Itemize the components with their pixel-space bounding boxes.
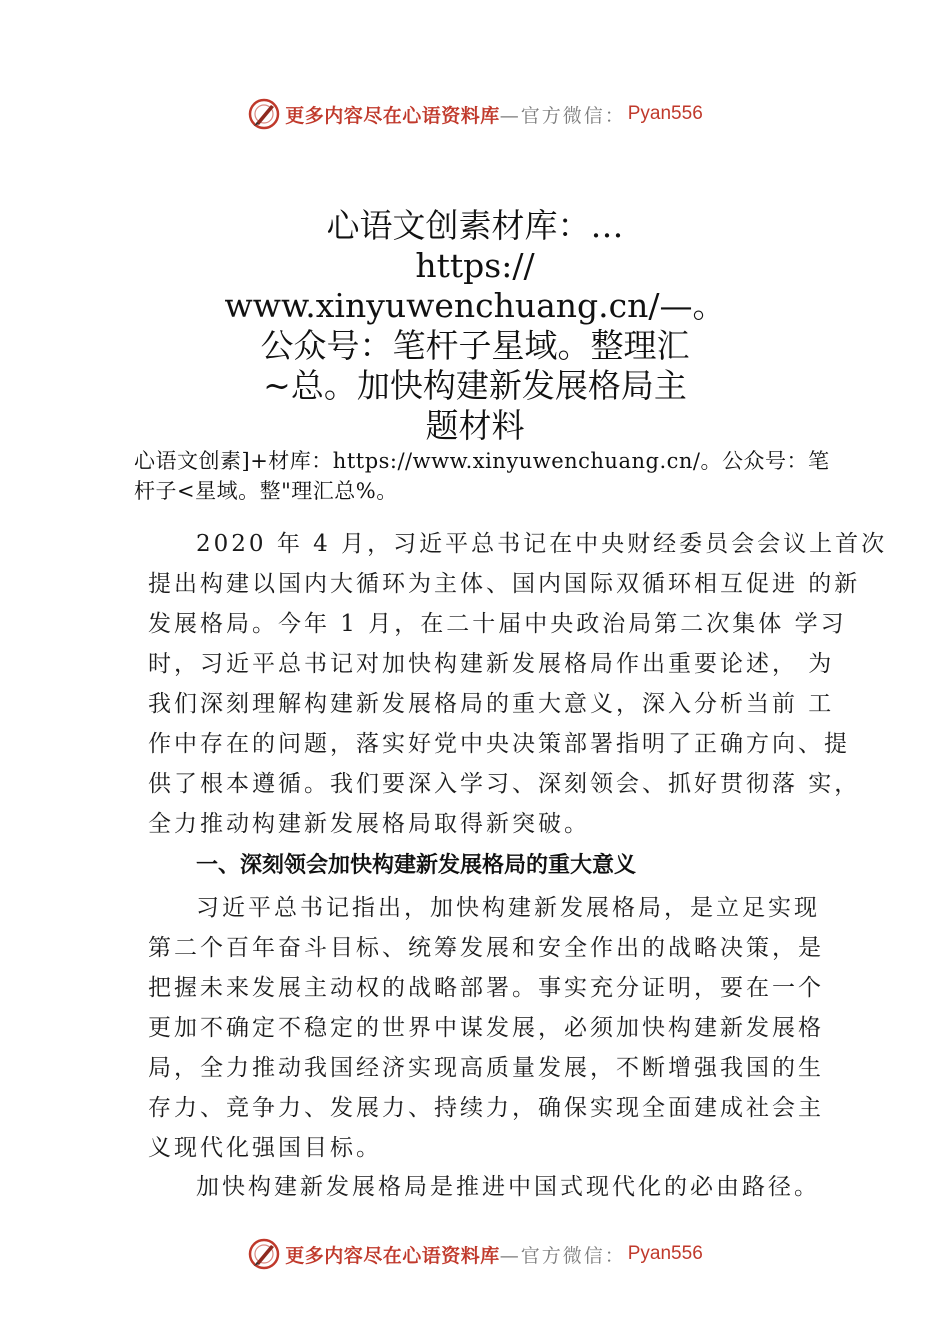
document-title	[0, 206, 950, 446]
paragraph-line: 发展格局。今年 1 月，在二十届中央政治局第二次集体 学习	[148, 611, 847, 637]
paragraph-line: 提出构建以国内大循环为主体、国内国际双循环相互促进 的新	[148, 571, 861, 597]
paragraph-line: 局，全力推动我国经济实现高质量发展，不断增强我国的生	[148, 1055, 824, 1081]
paragraph-line: 把握未来发展主动权的战略部署。事实充分证明，要在一个	[148, 975, 824, 1001]
title-line: 心语文创素材库：…	[326, 206, 624, 245]
paragraph-line: 时，习近平总书记对加快构建新发展格局作出重要论述， 为	[148, 651, 835, 677]
paragraph-line: 义现代化强国目标。	[148, 1135, 382, 1161]
header-banner	[0, 94, 950, 134]
paragraph-line: 习近平总书记指出，加快构建新发展格局，是立足实现	[196, 895, 820, 921]
paragraph-line: 我们深刻理解构建新发展格局的重大意义，深入分析当前 工	[148, 691, 835, 717]
banner-library-text: 更多内容尽在心语资料库	[285, 1244, 500, 1267]
paragraph-line: 更加不确定不稳定的世界中谋发展，必须加快构建新发展格	[148, 1015, 824, 1041]
banner-wechat-label: —官方微信：	[499, 1244, 626, 1267]
paragraph-line: 全力推动构建新发展格局取得新突破。	[148, 811, 590, 837]
title-line: 公众号：笔杆子星域。整理汇	[260, 326, 690, 365]
title-line: www.xinyuwenchuang.cn/—。	[224, 286, 726, 325]
paragraph-line: 作中存在的问题，落实好党中央决策部署指明了正确方向、提	[148, 731, 850, 757]
paragraph-line: 2020 年 4 月，习近平总书记在中央财经委员会会议上首次	[196, 531, 888, 557]
paragraph-line: 第二个百年奋斗目标、统筹发展和安全作出的战略决策，是	[148, 935, 824, 961]
title-line: 题材料	[425, 406, 525, 445]
paragraph-line: 供了根本遵循。我们要深入学习、深刻领会、抓好贯彻落 实，	[148, 771, 861, 797]
banner-wechat-label: —官方微信：	[499, 104, 626, 127]
banner-library-text: 更多内容尽在心语资料库	[285, 104, 500, 127]
paragraph-line: 存力、竞争力、发展力、持续力，确保实现全面建成社会主	[148, 1095, 824, 1121]
brush-logo-icon	[247, 1237, 281, 1271]
title-line: ~总。加快构建新发展格局主	[263, 366, 687, 405]
closing-paragraph: 加快构建新发展格局是推进中国式现代化的必由路径。	[196, 1174, 820, 1200]
section-paragraph	[148, 888, 828, 1168]
intro-paragraph	[148, 524, 888, 844]
brush-logo-icon	[247, 97, 281, 131]
footer-banner	[0, 1234, 950, 1274]
source-note: 心语文创素]+材库：https://www.xinyuwenchuang.cn/。公众号：笔杆子<星域。整"理汇总%。	[134, 449, 830, 503]
title-line: https://	[415, 246, 535, 285]
banner-wechat-id: Pyan556	[627, 1243, 703, 1264]
section-heading: 一、深刻领会加快构建新发展格局的重大意义	[196, 853, 637, 878]
banner-wechat-id: Pyan556	[627, 103, 703, 124]
